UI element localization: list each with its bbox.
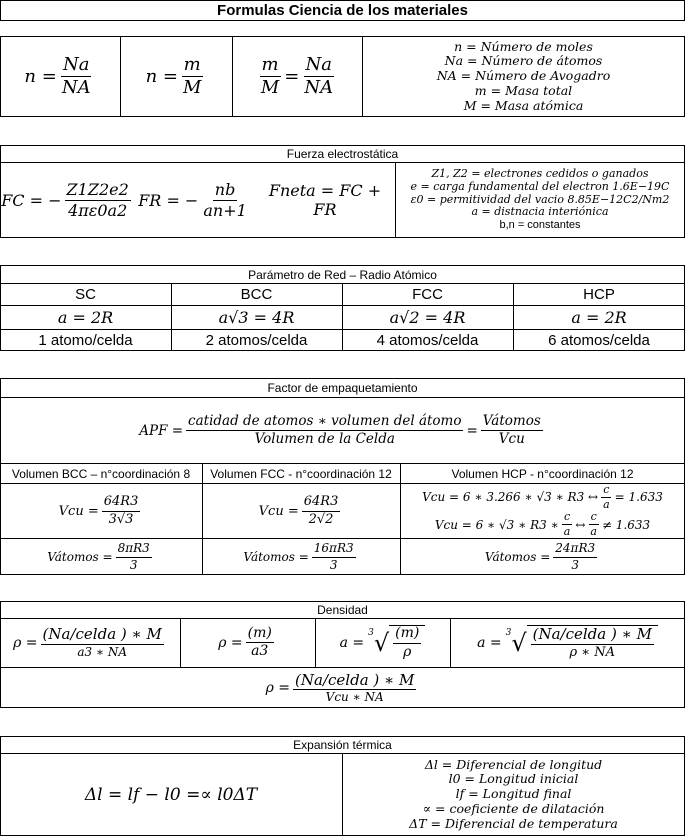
formula-mass-ratio: $\frac{m}{M}$ = $\frac{Na}{NA}$: [260, 54, 334, 98]
lattice-cell: a = 2R: [571, 308, 627, 327]
formula-bcc-vatomos: Vátomos = $\frac{8\pi R3}{3}$: [47, 541, 150, 572]
legend-line: e = carga fundamental del electron 1.6E−19C: [410, 179, 670, 193]
apf-col-header: Volumen BCC – n°coordinación 8: [11, 466, 191, 481]
lattice-cell: a√2 = 4R: [389, 308, 466, 327]
legend-line: ΔT = Diferencial de temperatura: [409, 815, 618, 831]
formula-apf: APF = $\frac{\text{catidad de atomos ∗ volumen del átomo}}{\text{Volumen de la Celda}}$ = $\frac{\text{Vátomos}}{\text{Vcu}}$: [139, 413, 541, 447]
formula-hcp-vatomos: Vátomos = $\frac{24\pi R3}{3}$: [484, 541, 596, 572]
formula-bcc-vcu: Vcu = $\frac{64R3}{3√3}$: [58, 494, 139, 527]
cube-root-index: 3: [505, 628, 512, 638]
formula-moles-atoms: n = $\frac{Na}{NA}$: [24, 54, 91, 98]
legend-line: Z1, Z2 = electrones cedidos o ganados: [431, 166, 649, 180]
legend-line: Na = Número de átomos: [444, 53, 603, 69]
formula-density-1: ρ = $\frac{\text{(Na/celda ) ∗ M}}{a3 ∗ NA}$: [13, 625, 162, 659]
hcp-vcu-line-2: Vcu = 6 ∗ √3 ∗ R3 ∗ $\frac{c}{a}$ ↔ $\frac{c}{a}$ ≠ 1.633: [434, 510, 651, 539]
legend-line: l0 = Longitud inicial: [448, 771, 579, 787]
cube-root-index: 3: [368, 628, 374, 638]
formula-fcc-vatomos: Vátomos = $\frac{16\pi R3}{3}$: [243, 541, 354, 572]
formula-fcc-vcu: Vcu = $\frac{64R3}{2√2}$: [258, 494, 339, 527]
page-title: Formulas Ciencia de los materiales: [217, 2, 468, 19]
lattice-cell: a√3 = 4R: [218, 308, 295, 327]
lattice-cell: 1 atomo/celda: [38, 332, 133, 349]
formula-moles-mass: n = $\frac{m}{M}$: [145, 54, 202, 98]
thermal-legend: [342, 753, 685, 836]
legend-line: ∝ = coeficiente de dilatación: [422, 800, 605, 816]
formula-density-vcu: ρ = $\frac{\text{(Na/celda ) ∗ M}}{\text{Vcu ∗ NA}}$: [265, 670, 415, 705]
apf-col-header: Volumen HCP - n°coordinación 12: [451, 466, 634, 481]
formula-lattice-from-density: a = $^3$ √ $\frac{\text{(Na/celda ) ∗ M}}{\rho ∗ NA}$: [450, 618, 685, 667]
moles-legend: [362, 36, 685, 117]
formula-hcp-vcu: [400, 484, 685, 538]
electrostatic-legend: [395, 162, 685, 238]
lattice-cell: a = 2R: [57, 308, 114, 327]
lattice-cell: HCP: [583, 285, 615, 303]
legend-line: a = distnacia interiónica: [471, 205, 609, 219]
page-title-box: [0, 0, 685, 21]
legend-line: n = Número de moles: [454, 38, 593, 54]
lattice-cell: 4 atomos/celda: [376, 332, 479, 349]
legend-line: M = Masa atómica: [463, 97, 584, 113]
legend-line: NA = Número de Avogadro: [436, 68, 611, 84]
density-header: Densidad: [0, 601, 685, 619]
thermal-header: Expansión térmica: [0, 736, 685, 754]
formula-thermal-expansion: Δl = lf − l0 =∝ l0ΔT: [84, 784, 258, 805]
legend-line: lf = Longitud final: [455, 786, 572, 802]
lattice-header: Parámetro de Red – Radio Atómico: [0, 265, 685, 284]
apf-header: Factor de empaquetamiento: [0, 378, 685, 398]
formula-repulsive: FR = − $\frac{nb}{an+1}$: [138, 179, 247, 220]
lattice-cell: 6 atomos/celda: [548, 332, 650, 349]
legend-line: b,n = constantes: [499, 219, 581, 232]
radical-sign: √: [511, 628, 527, 657]
formula-coulomb: FC = − $\frac{Z1Z2e2}{4\pi\varepsilon 0a2}$: [1, 179, 129, 220]
lattice-cell: FCC: [412, 285, 443, 303]
formula-density-2: ρ = $\frac{(m)}{a3}$: [218, 624, 272, 659]
lattice-cell: SC: [75, 285, 96, 303]
apf-col-header: Volumen FCC - n°coordinación 12: [210, 466, 392, 481]
legend-line: ε0 = permitividad del vacio 8.85E−12C2/Nm2: [410, 192, 670, 206]
lattice-cell: 2 atomos/celda: [205, 332, 308, 349]
lattice-cell: BCC: [240, 285, 273, 303]
formula-net-force: Fneta = FC + FR: [268, 181, 382, 219]
electrostatic-header: Fuerza electrostática: [0, 145, 685, 163]
formula-lattice-from-mass: a = $^3$ √ $\frac{(m)}{\rho}$: [315, 618, 450, 667]
legend-line: m = Masa total: [474, 82, 573, 98]
legend-line: Δl = Diferencial de longitud: [424, 756, 603, 772]
hcp-vcu-line-1: Vcu = 6 ∗ 3.266 ∗ √3 ∗ R3 ↔ $\frac{c}{a}$ = 1.633: [422, 482, 663, 511]
radical-sign: √: [373, 628, 390, 657]
